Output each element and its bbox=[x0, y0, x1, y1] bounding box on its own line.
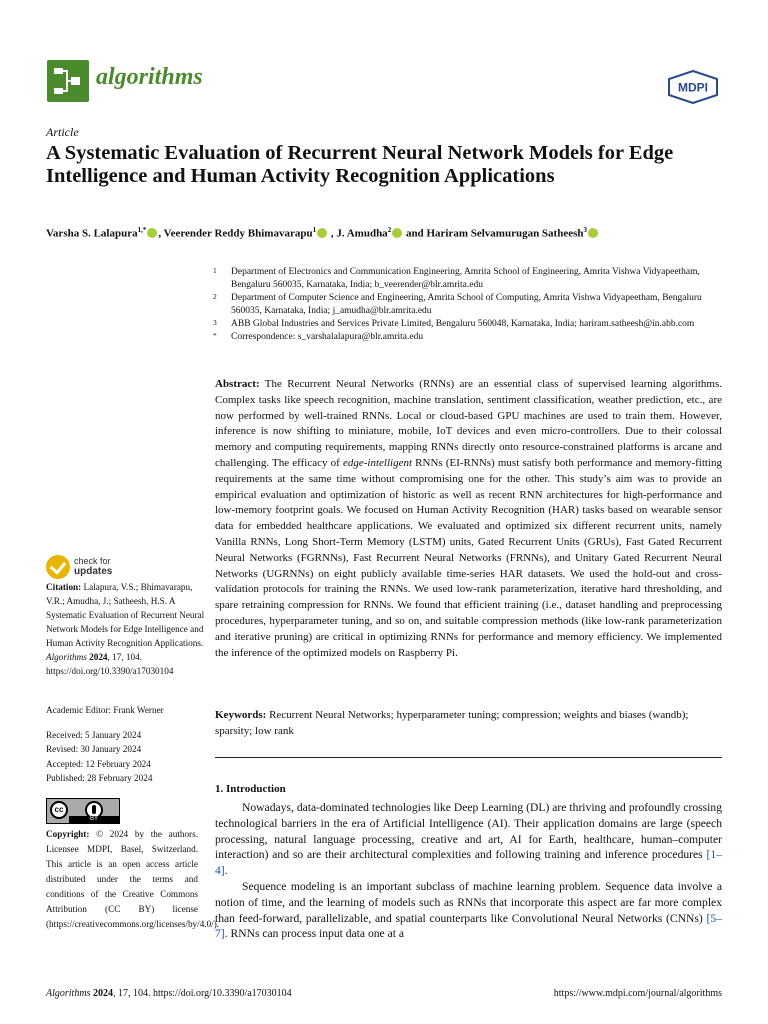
copyright-text: © 2024 by the authors. Licensee MDPI, Basel, Switzerland. This article is an open access article distributed under the terms and conditions of the Creative Commons Attribution (CC BY) license (https://creativecommons.org/licenses/by/4.0/). bbox=[46, 829, 220, 929]
cc-icon: cc bbox=[50, 801, 68, 819]
footer-doi[interactable]: , 17, 104. https://doi.org/10.3390/a17030104 bbox=[112, 988, 292, 999]
affiliation-item bbox=[213, 331, 713, 344]
abstract-emphasis: edge-intelligent bbox=[342, 456, 413, 469]
abstract bbox=[215, 377, 722, 661]
cc-by-label: BY bbox=[69, 816, 119, 823]
copyright-block bbox=[46, 827, 220, 932]
author-affiliation-mark: 1,* bbox=[137, 226, 147, 234]
affiliation-mark: 3 bbox=[213, 318, 217, 327]
citation-link[interactable]: [5–7] bbox=[215, 911, 722, 941]
keywords bbox=[215, 708, 722, 740]
affiliation-item bbox=[213, 318, 713, 331]
citation-label: Citation: bbox=[46, 582, 82, 592]
affiliation-mark: 1 bbox=[213, 266, 217, 275]
citation-link[interactable]: [1–4] bbox=[215, 848, 722, 878]
publication-dates bbox=[46, 728, 152, 785]
author-separator: and bbox=[403, 227, 427, 240]
orcid-icon[interactable] bbox=[317, 228, 327, 238]
orcid-icon[interactable] bbox=[392, 228, 402, 238]
paragraph-text: Nowadays, data-dominated technologies like Deep Learning (DL) are thriving and profoundly crossing technological barriers in the era of Artificial Intelligence (AI). Their application domains are large (speech processing, natural language processing, creative and art, AI for Earth, healthcare, human–computer interaction) and so are their architectural complexities and following training and inference procedures bbox=[215, 801, 722, 862]
citation-doi[interactable]: , 17, 104. https://doi.org/10.3390/a17030104 bbox=[46, 652, 174, 676]
affiliation-mark: * bbox=[213, 331, 217, 340]
date-received: Received: 5 January 2024 bbox=[46, 730, 142, 740]
author-name: Varsha S. Lalapura bbox=[46, 227, 138, 240]
citation-text: Lalapura, V.S.; Bhimavarapu, V.R.; Amudha, J.; Satheesh, H.S. A Systematic Evaluation of Recurrent Neural Network Models for Edge Intelligence and Human Activity Recognition Applications. bbox=[46, 582, 205, 648]
citation-block bbox=[46, 580, 206, 678]
paragraph-text: Sequence modeling is an important subclass of machine learning problem. Sequence data involve a notion of time, and the learning of models such as RNNs that incorporate this aspect are far more complex than feed-forward, parallelizable, and spatial counterparts like Convolutional Neural Networks (CNNs) bbox=[215, 879, 722, 925]
abstract-text: RNNs (EI-RNNs) must satisfy both performance and memory-fitting requirements at the same time without compromising one for the other. This study’s aim was to provide an empirical evaluation and optimization of historic as well as recent RNN architectures for high-performance and low-memory footprint goals. We focused on Human Activity Recognition (HAR) tasks based on wearable sensor data for embedded healthcare applications. We evaluated and optimized six different recurrent units, namely Vanilla RNNs, Long Short-Term Memory (LSTM) units, Gated Recurrent Units (GRUs), Fast Gated Recurrent Neural Networks (FGRNNs), Fast Recurrent Neural Networks (FRNNs), and Unitary Gated Recurrent Neural Networks (UGRNNs) on eight publicly available time-series HAR datasets. We used the hold-out and cross-validation protocols for training the RNNs. We used low-rank parameterization, iterative hard thresholding, and spare retraining compression for RNNs. We found that efficient training (i.e., dataset handling and preprocessing procedures, hyperparameter tuning, and so on, and suitable compression methods (like low-rank parameterization and iterative pruning) are critical in optimizing RNNs for performance and memory efficiency. We implemented the inference of the optimized models on Raspberry Pi. bbox=[215, 456, 722, 659]
check-for-updates-button[interactable] bbox=[46, 555, 146, 581]
academic-editor: Academic Editor: Frank Werner bbox=[46, 705, 164, 715]
orcid-icon[interactable] bbox=[147, 228, 157, 238]
author-name: J. Amudha bbox=[336, 227, 388, 240]
keywords-text: Recurrent Neural Networks; hyperparameter tuning; compression; weights and biases (wandb); sparsity; low rank bbox=[215, 709, 689, 737]
cc-by-license-icon[interactable] bbox=[46, 798, 120, 824]
affiliation-mark: 2 bbox=[213, 292, 217, 301]
author-affiliation-mark: 3 bbox=[583, 226, 587, 234]
citation-year: 2024 bbox=[89, 652, 108, 662]
orcid-icon[interactable] bbox=[588, 228, 598, 238]
paragraph bbox=[215, 879, 722, 942]
author-separator: , bbox=[328, 227, 337, 240]
section-divider bbox=[215, 757, 722, 758]
check-mark-icon bbox=[46, 555, 70, 579]
affiliation-text: ABB Global Industries and Services Private Limited, Bengaluru 560048, Karnataka, India; hariram.satheesh@in.abb.com bbox=[231, 319, 695, 329]
paper-title: A Systematic Evaluation of Recurrent Neural Network Models for Edge Intelligence and Human Activity Recognition Applications bbox=[46, 142, 674, 187]
keywords-label: Keywords: bbox=[215, 709, 267, 721]
date-revised: Revised: 30 January 2024 bbox=[46, 744, 142, 755]
mdpi-logo-text: MDPI bbox=[678, 80, 708, 95]
footer-journal-url[interactable]: https://www.mdpi.com/journal/algorithms bbox=[553, 988, 722, 999]
copyright-label: Copyright: bbox=[46, 829, 90, 839]
section-heading: 1. Introduction bbox=[215, 783, 286, 795]
footer-journal: Algorithms bbox=[46, 988, 91, 999]
paragraph-text: . bbox=[224, 864, 228, 878]
journal-logo-icon bbox=[47, 60, 89, 102]
paragraph bbox=[215, 800, 722, 879]
abstract-label: Abstract: bbox=[215, 378, 260, 390]
author-list bbox=[46, 226, 746, 240]
check-updates-line2: updates bbox=[74, 566, 113, 577]
author-name: Hariram Selvamurugan Satheesh bbox=[426, 227, 584, 240]
citation-journal: Algorithms bbox=[46, 652, 87, 662]
author-name: Veerender Reddy Bhimavarapu bbox=[163, 227, 313, 240]
article-type: Article bbox=[46, 125, 79, 139]
affiliation-text: Department of Computer Science and Engineering, Amrita School of Computing, Amrita Vishwa Vidyapeetham, Bengaluru 560035, Karnataka, India; j_amudha@blr.amrita.edu bbox=[231, 293, 702, 316]
introduction-body bbox=[215, 800, 722, 942]
affiliation-list bbox=[213, 266, 713, 344]
paragraph-text: . RNNs can process input data one at a bbox=[224, 927, 405, 941]
affiliation-text: Department of Electronics and Communication Engineering, Amrita School of Engineering, Amrita Vishwa Vidyapeetham, Bengaluru 560035, Karnataka, India; b_veerender@blr.amrita.edu bbox=[231, 267, 700, 290]
author-affiliation-mark: 1 bbox=[312, 226, 317, 234]
affiliation-text: Correspondence: s_varshalalapura@blr.amrita.edu bbox=[231, 332, 424, 342]
journal-name: algorithms bbox=[96, 64, 203, 90]
author-affiliation-mark: 2 bbox=[387, 226, 392, 234]
date-published: Published: 28 February 2024 bbox=[46, 772, 153, 783]
affiliation-item bbox=[213, 266, 713, 292]
footer-citation bbox=[46, 988, 292, 999]
author-separator: , bbox=[158, 227, 164, 240]
footer-year: 2024 bbox=[92, 988, 113, 999]
mdpi-logo-icon[interactable] bbox=[667, 70, 719, 104]
check-updates-line1: check for bbox=[74, 556, 111, 566]
affiliation-item bbox=[213, 292, 713, 318]
date-accepted: Accepted: 12 February 2024 bbox=[46, 758, 151, 769]
abstract-text: The Recurrent Neural Networks (RNNs) are an essential class of supervised learning algorithms. Complex tasks like speech recognition, machine translation, sentiment classification, weather prediction, etc., are now performed by well-trained RNNs. Local or cloud-based GPU machines are used to train them. However, inference is now shifting to miniature, mobile, IoT devices and even micro-controllers. Due to their colossal memory and computing requirements, mapping RNNs directly onto resource-constrained platforms is arcane and challenging. The efficacy of bbox=[215, 378, 722, 469]
